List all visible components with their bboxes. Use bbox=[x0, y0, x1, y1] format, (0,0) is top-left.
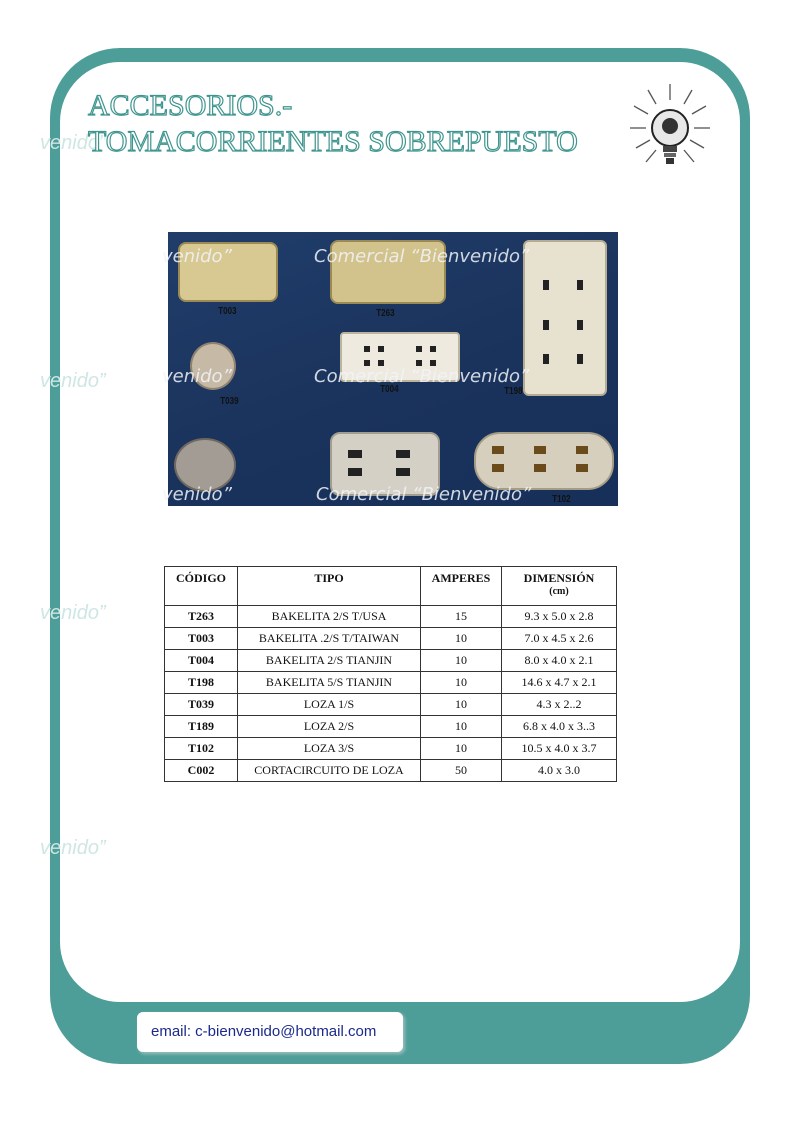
cell-amperes: 10 bbox=[421, 716, 502, 738]
photo-watermark: venido” bbox=[162, 366, 232, 387]
photo-watermark: Comercial “Bienvenido” bbox=[316, 484, 532, 505]
outlet-t102 bbox=[474, 432, 614, 490]
cell-tipo: LOZA 1/S bbox=[238, 694, 421, 716]
header-amperes: AMPERES bbox=[421, 567, 502, 606]
photo-watermark: Comercial “Bienvenido” bbox=[314, 366, 530, 387]
product-table bbox=[164, 566, 617, 782]
contact-email[interactable]: email: c-bienvenido@hotmail.com bbox=[151, 1023, 377, 1040]
table-row bbox=[165, 628, 617, 650]
cell-codigo: T004 bbox=[165, 650, 238, 672]
background-watermark: venido” bbox=[40, 602, 106, 624]
cell-codigo: T263 bbox=[165, 606, 238, 628]
outlet-t198 bbox=[523, 240, 607, 396]
cell-codigo: T039 bbox=[165, 694, 238, 716]
cell-dimension: 9.3 x 5.0 x 2.8 bbox=[502, 606, 617, 628]
cell-amperes: 15 bbox=[421, 606, 502, 628]
cell-codigo: C002 bbox=[165, 760, 238, 782]
table-row bbox=[165, 606, 617, 628]
header-dimension-unit: (cm) bbox=[549, 586, 569, 597]
content-panel bbox=[40, 62, 740, 1002]
cell-codigo: T189 bbox=[165, 716, 238, 738]
cell-amperes: 50 bbox=[421, 760, 502, 782]
table-header-row bbox=[165, 567, 617, 606]
label-t039: T039 bbox=[220, 396, 239, 407]
cell-tipo: BAKELITA 5/S TIANJIN bbox=[238, 672, 421, 694]
background-watermark: venido” bbox=[40, 837, 106, 859]
cell-tipo: LOZA 3/S bbox=[238, 738, 421, 760]
cell-dimension: 4.0 x 3.0 bbox=[502, 760, 617, 782]
label-t003: T003 bbox=[218, 306, 237, 317]
title-line-1: ACCESORIOS.- bbox=[88, 89, 293, 122]
product-photo bbox=[162, 232, 618, 506]
cell-amperes: 10 bbox=[421, 628, 502, 650]
cell-tipo: LOZA 2/S bbox=[238, 716, 421, 738]
header-dimension-label: DIMENSIÓN bbox=[523, 571, 595, 585]
table-row bbox=[165, 716, 617, 738]
cell-amperes: 10 bbox=[421, 738, 502, 760]
cell-tipo: BAKELITA 2/S T/USA bbox=[238, 606, 421, 628]
cell-dimension: 10.5 x 4.0 x 3.7 bbox=[502, 738, 617, 760]
background-watermark: venido” bbox=[40, 370, 106, 392]
cell-dimension: 7.0 x 4.5 x 2.6 bbox=[502, 628, 617, 650]
header-dimension bbox=[502, 567, 617, 606]
lightbulb-logo-icon bbox=[628, 82, 712, 174]
table-row bbox=[165, 694, 617, 716]
photo-watermark: venido” bbox=[162, 484, 232, 505]
email-box bbox=[137, 1012, 403, 1052]
cell-amperes: 10 bbox=[421, 694, 502, 716]
photo-watermark: venido” bbox=[162, 246, 232, 267]
cell-codigo: T003 bbox=[165, 628, 238, 650]
table-row bbox=[165, 650, 617, 672]
header-tipo: TIPO bbox=[238, 567, 421, 606]
cell-amperes: 10 bbox=[421, 650, 502, 672]
cell-codigo: T198 bbox=[165, 672, 238, 694]
cell-dimension: 6.8 x 4.0 x 3..3 bbox=[502, 716, 617, 738]
cell-amperes: 10 bbox=[421, 672, 502, 694]
cell-tipo: BAKELITA .2/S T/TAIWAN bbox=[238, 628, 421, 650]
background-watermark: venido” bbox=[40, 132, 106, 154]
header-codigo: CÓDIGO bbox=[165, 567, 238, 606]
cell-tipo: CORTACIRCUITO DE LOZA bbox=[238, 760, 421, 782]
table-row bbox=[165, 672, 617, 694]
cell-tipo: BAKELITA 2/S TIANJIN bbox=[238, 650, 421, 672]
cell-dimension: 8.0 x 4.0 x 2.1 bbox=[502, 650, 617, 672]
page-title bbox=[88, 88, 578, 160]
label-t004: T004 bbox=[380, 384, 399, 395]
title-line-2: TOMACORRIENTES SOBREPUESTO bbox=[88, 125, 578, 158]
label-t102: T102 bbox=[552, 494, 571, 505]
table-row bbox=[165, 760, 617, 782]
cell-codigo: T102 bbox=[165, 738, 238, 760]
label-t263: T263 bbox=[376, 308, 395, 319]
label-t198: T198 bbox=[504, 386, 523, 397]
cell-dimension: 14.6 x 4.7 x 2.1 bbox=[502, 672, 617, 694]
photo-watermark: Comercial “Bienvenido” bbox=[314, 246, 530, 267]
table-row bbox=[165, 738, 617, 760]
cell-dimension: 4.3 x 2..2 bbox=[502, 694, 617, 716]
